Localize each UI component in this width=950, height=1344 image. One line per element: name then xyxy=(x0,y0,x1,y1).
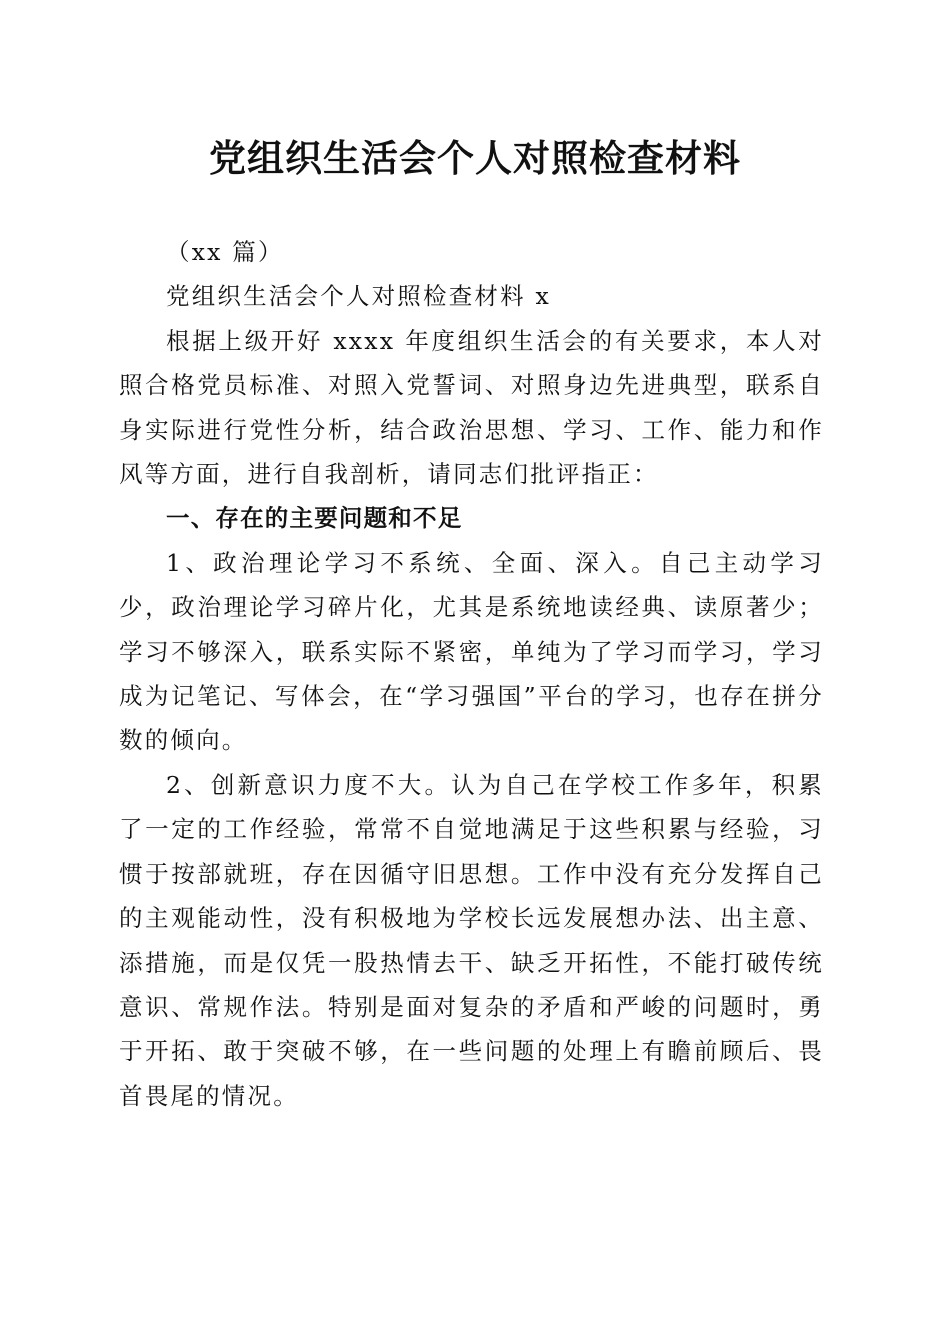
issue-paragraph-1: 1、政治理论学习不系统、全面、深入。自己主动学习少，政治理论学习碎片化，尤其是系统地读经典、读原著少；学习不够深入，联系实际不紧密，单纯为了学习而学习，学习成为记笔记、写体会，在“学习强国”平台的学习，也存在拼分数的倾向。 xyxy=(119,548,824,755)
document-subtitle: 党组织生活会个人对照检查材料 x xyxy=(166,282,551,311)
document-title: 党组织生活会个人对照检查材料 xyxy=(209,136,741,180)
issue-paragraph-2: 2、创新意识力度不大。认为自己在学校工作多年，积累了一定的工作经验，常常不自觉地满足于这些积累与经验，习惯于按部就班，存在因循守旧思想。工作中没有充分发挥自己的主观能动性，没有积极地为学校长远发展想办法、出主意、添措施，而是仅凭一股热情去干、缺乏开拓性，不能打破传统意识、常规作法。特别是面对复杂的矛盾和严峻的问题时，勇于开拓、敢于突破不够，在一些问题的处理上有瞻前顾后、畏首畏尾的情况。 xyxy=(119,770,824,1110)
section-heading: 一、存在的主要问题和不足 xyxy=(166,504,463,533)
variant-note: （xx 篇） xyxy=(166,238,284,266)
document-body xyxy=(119,230,824,1118)
intro-paragraph: 根据上级开好 xxxx 年度组织生活会的有关要求，本人对照合格党员标准、对照入党誓词、对照身边先进典型，联系自身实际进行党性分析，结合政治思想、学习、工作、能力和作风等方面，进行自我剖析，请同志们批评指正： xyxy=(119,326,824,489)
